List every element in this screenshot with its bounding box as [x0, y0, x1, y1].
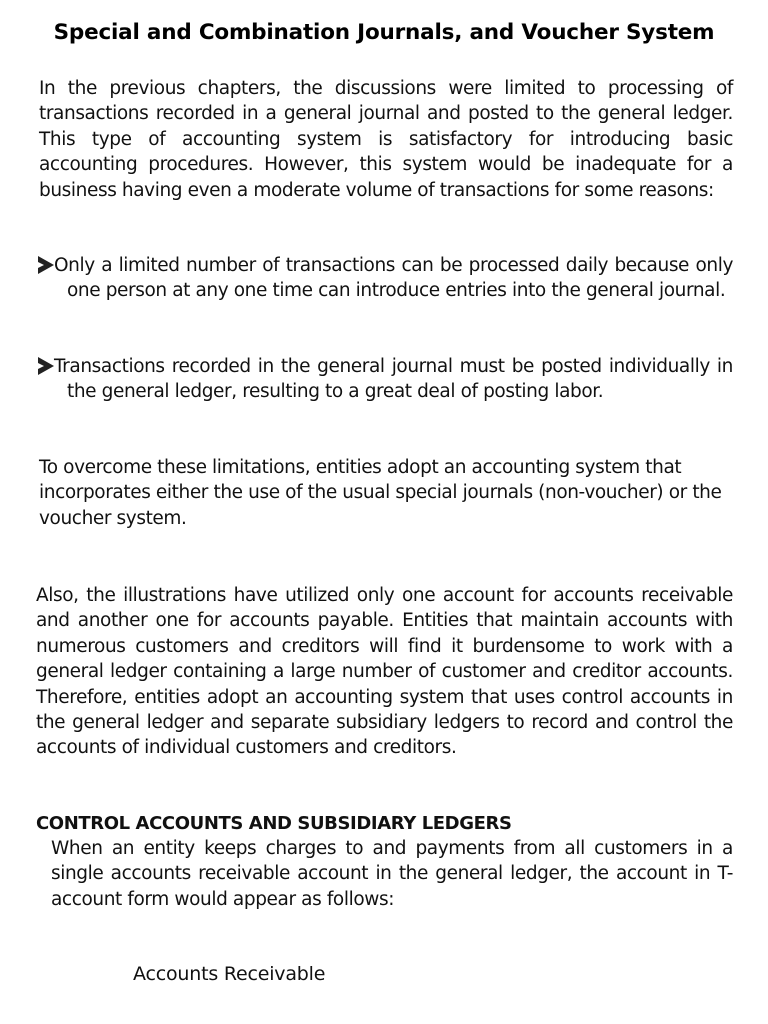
bullet-item: Only a limited number of transactions can be processed daily because only one person at any one time can introduce entries into the general journal. [54, 255, 733, 302]
document-title: Special and Combination Journals, and Voucher System [53, 20, 715, 45]
bullet-item: Transactions recorded in the general journal must be posted individually in the general ledger, resulting to a great deal of posting labor. [54, 356, 733, 403]
arrow-bullet-icon [38, 256, 54, 274]
overcome-paragraph: To overcome these limitations, entities adopt an accounting system that incorporates either the use of the usual special journals (non-voucher) or the voucher system. [39, 457, 722, 529]
arrow-bullet-icon [38, 357, 54, 375]
intro-paragraph: In the previous chapters, the discussions were limited to processing of transactions recorded in a general journal and posted to the general ledger. This type of accounting system is satisfactory for introducing basic accounting procedures. However, this system would be inadequate for a business having even a moderate volume of transactions for some reasons: [39, 78, 733, 201]
section-heading: CONTROL ACCOUNTS AND SUBSIDIARY LEDGERS [36, 813, 512, 834]
control-accounts-paragraph: When an entity keeps charges to and payments from all customers in a single accounts receivable account in the general ledger, the account in T-account form would appear as follows: [51, 838, 733, 910]
t-account-caption: Accounts Receivable [133, 963, 326, 985]
control-accounts-intro-paragraph: Also, the illustrations have utilized only one account for accounts receivable and another one for accounts payable. Entities that maintain accounts with numerous customers and creditors will find it burdensome to work with a general ledger containing a large number of customer and creditor accounts. Therefore, entities adopt an accounting system that uses control accounts in the general ledger and separate subsidiary ledgers to record and control the accounts of individual customers and creditors. [36, 585, 733, 759]
